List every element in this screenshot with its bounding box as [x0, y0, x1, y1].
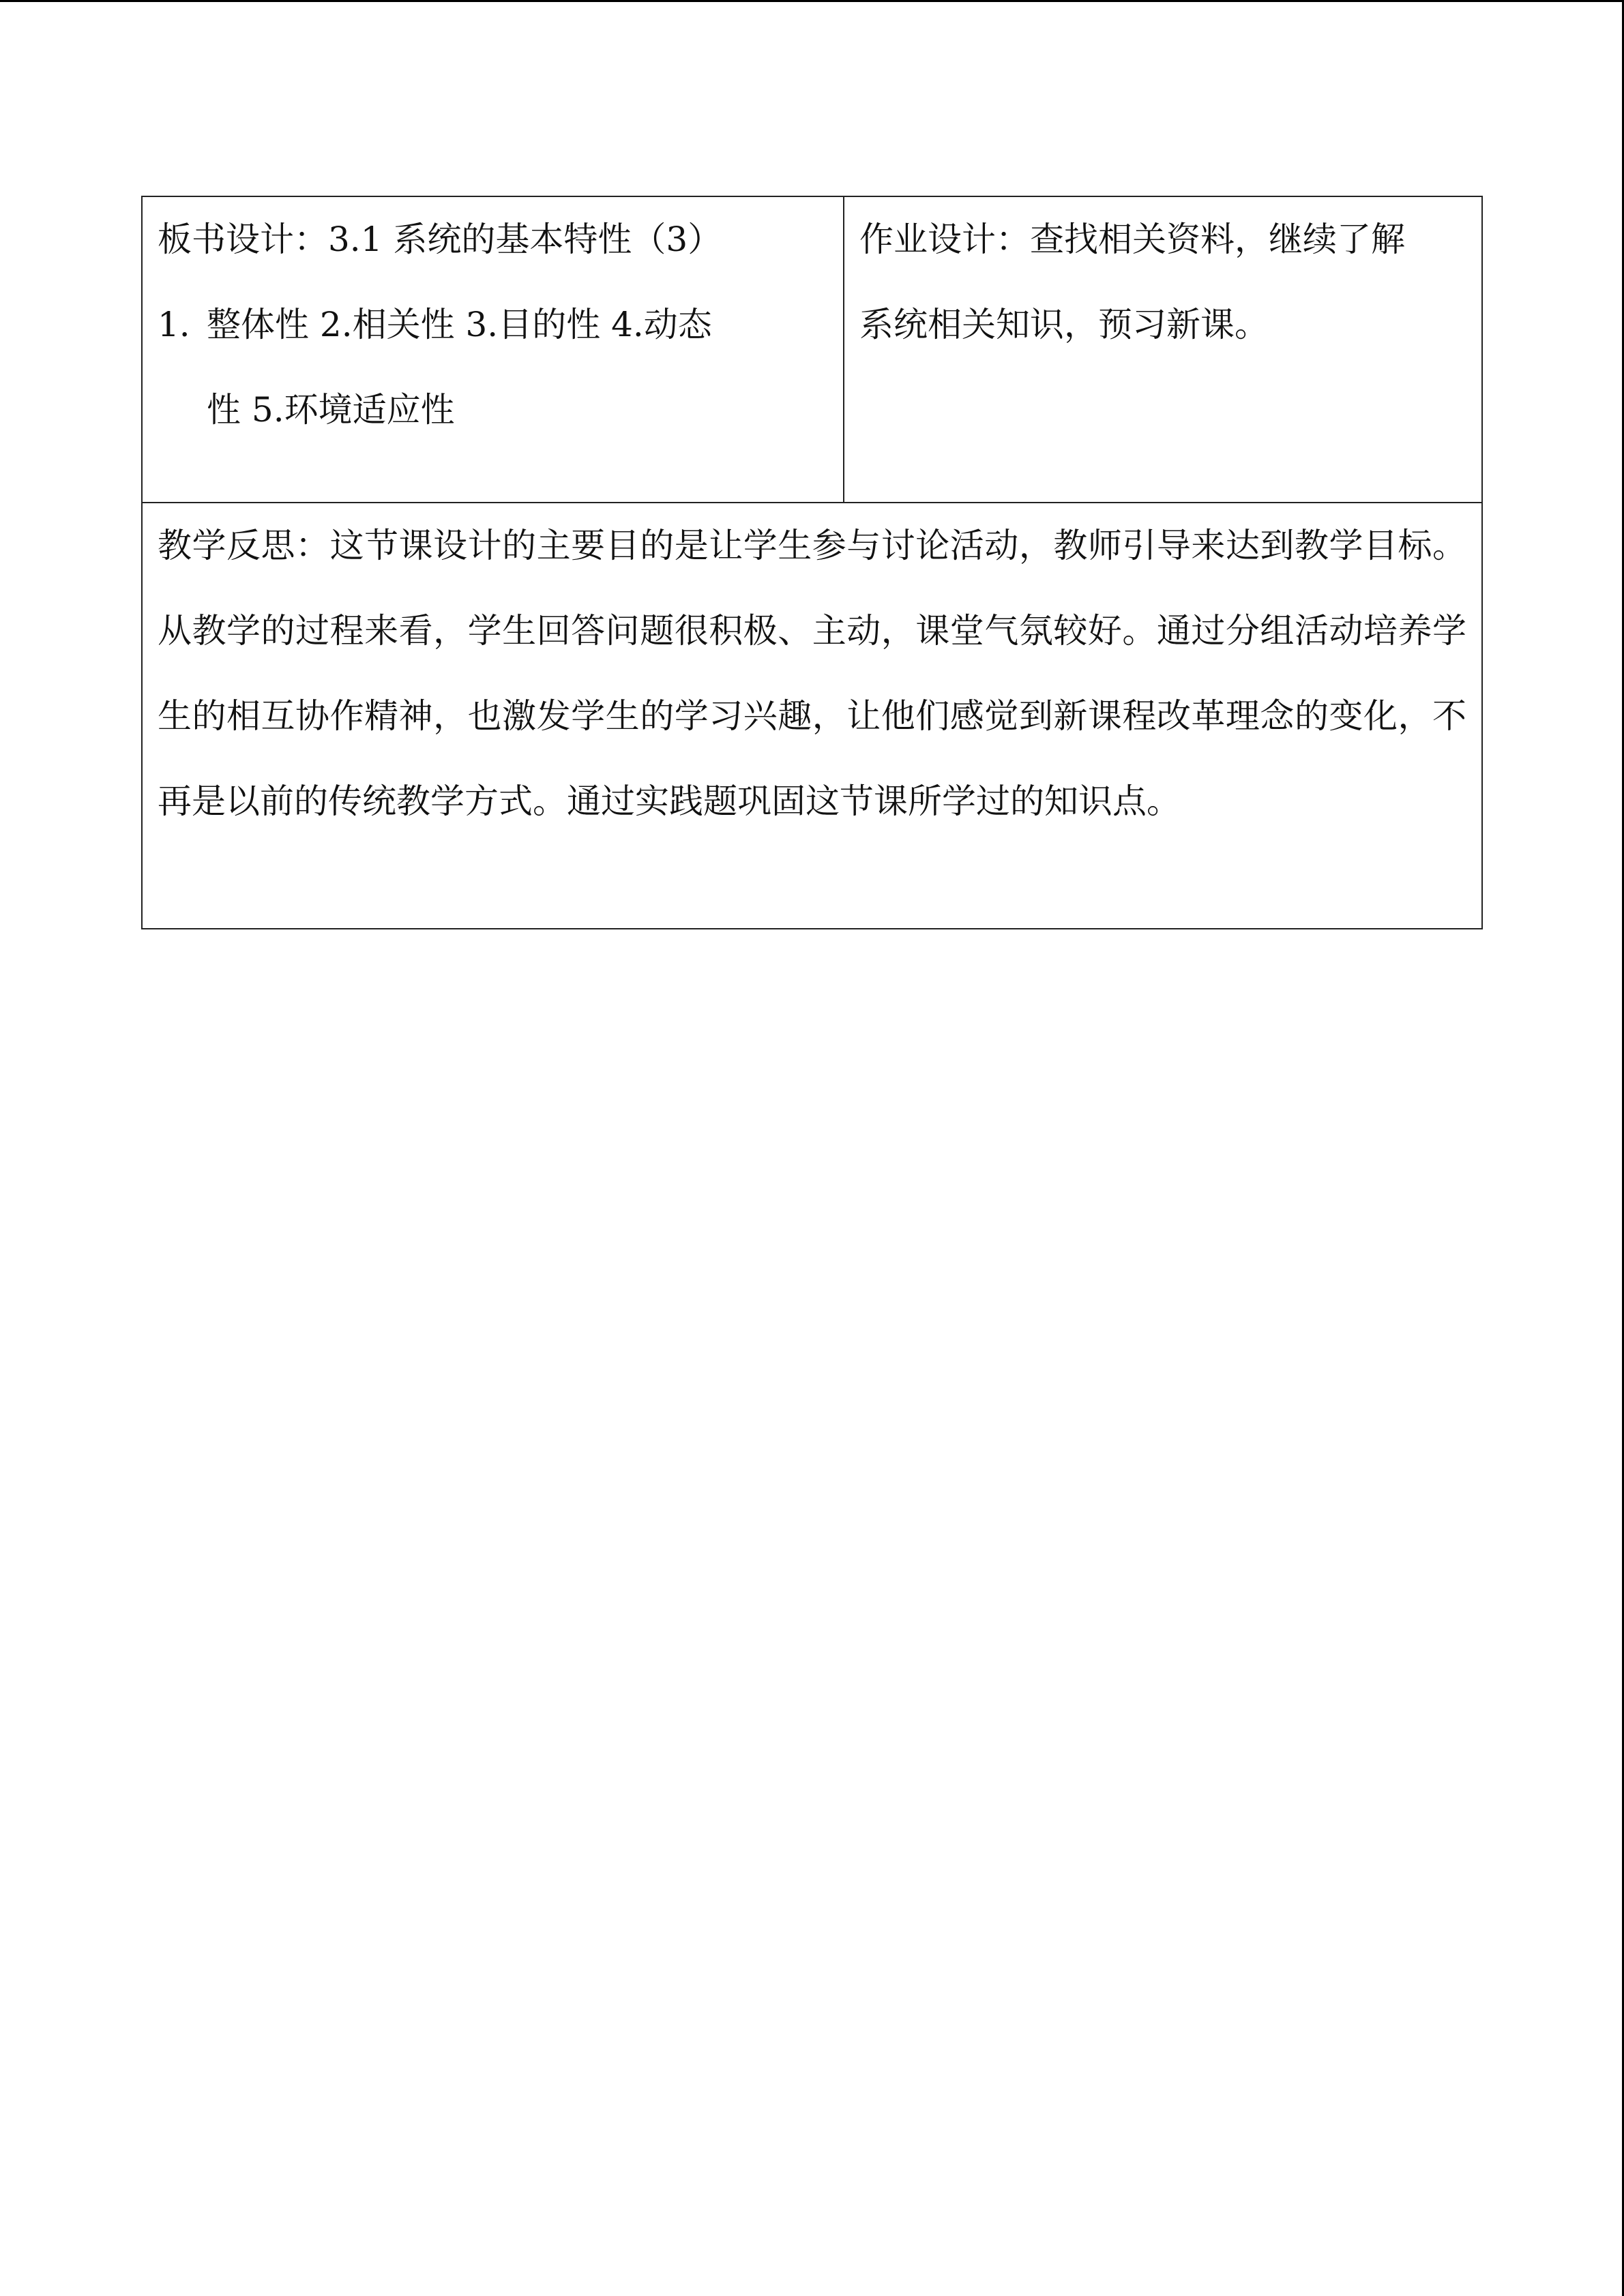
board-design-cell — [142, 196, 844, 503]
board-design-items-line — [158, 282, 828, 368]
table-row-top — [142, 196, 1482, 503]
reflection-text: 教学反思：这节课设计的主要目的是让学生参与讨论活动，教师引导来达到教学目标。从教学的过程来看，学生回答问题很积极、主动，课堂气氛较好。通过分组活动培养学生的相互协作精神，也激发学生的学习兴趣，让他们感觉到新课程改革理念的变化，不再是以前的传统教学方式。通过实践题巩固这节课所学过的知识点。 — [158, 526, 1466, 821]
homework-line-2: 系统相关知识，预习新课。 — [859, 305, 1269, 344]
page-top-border — [0, 0, 1624, 2]
reflection-cell — [142, 503, 1482, 929]
homework-line-1: 作业设计：查找相关资料，继续了解 — [859, 220, 1405, 259]
table-row-reflection — [142, 503, 1482, 929]
board-design-title: 板书设计：3.1 系统的基本特性（3） — [158, 220, 722, 259]
homework-cell — [844, 196, 1482, 503]
list-number: 1. — [158, 305, 190, 344]
lesson-plan-table — [141, 196, 1483, 929]
board-design-items-continuation: 性 5.环境适应性 — [207, 390, 455, 430]
board-design-items-text: 整体性 2.相关性 3.目的性 4.动态 — [207, 305, 712, 344]
